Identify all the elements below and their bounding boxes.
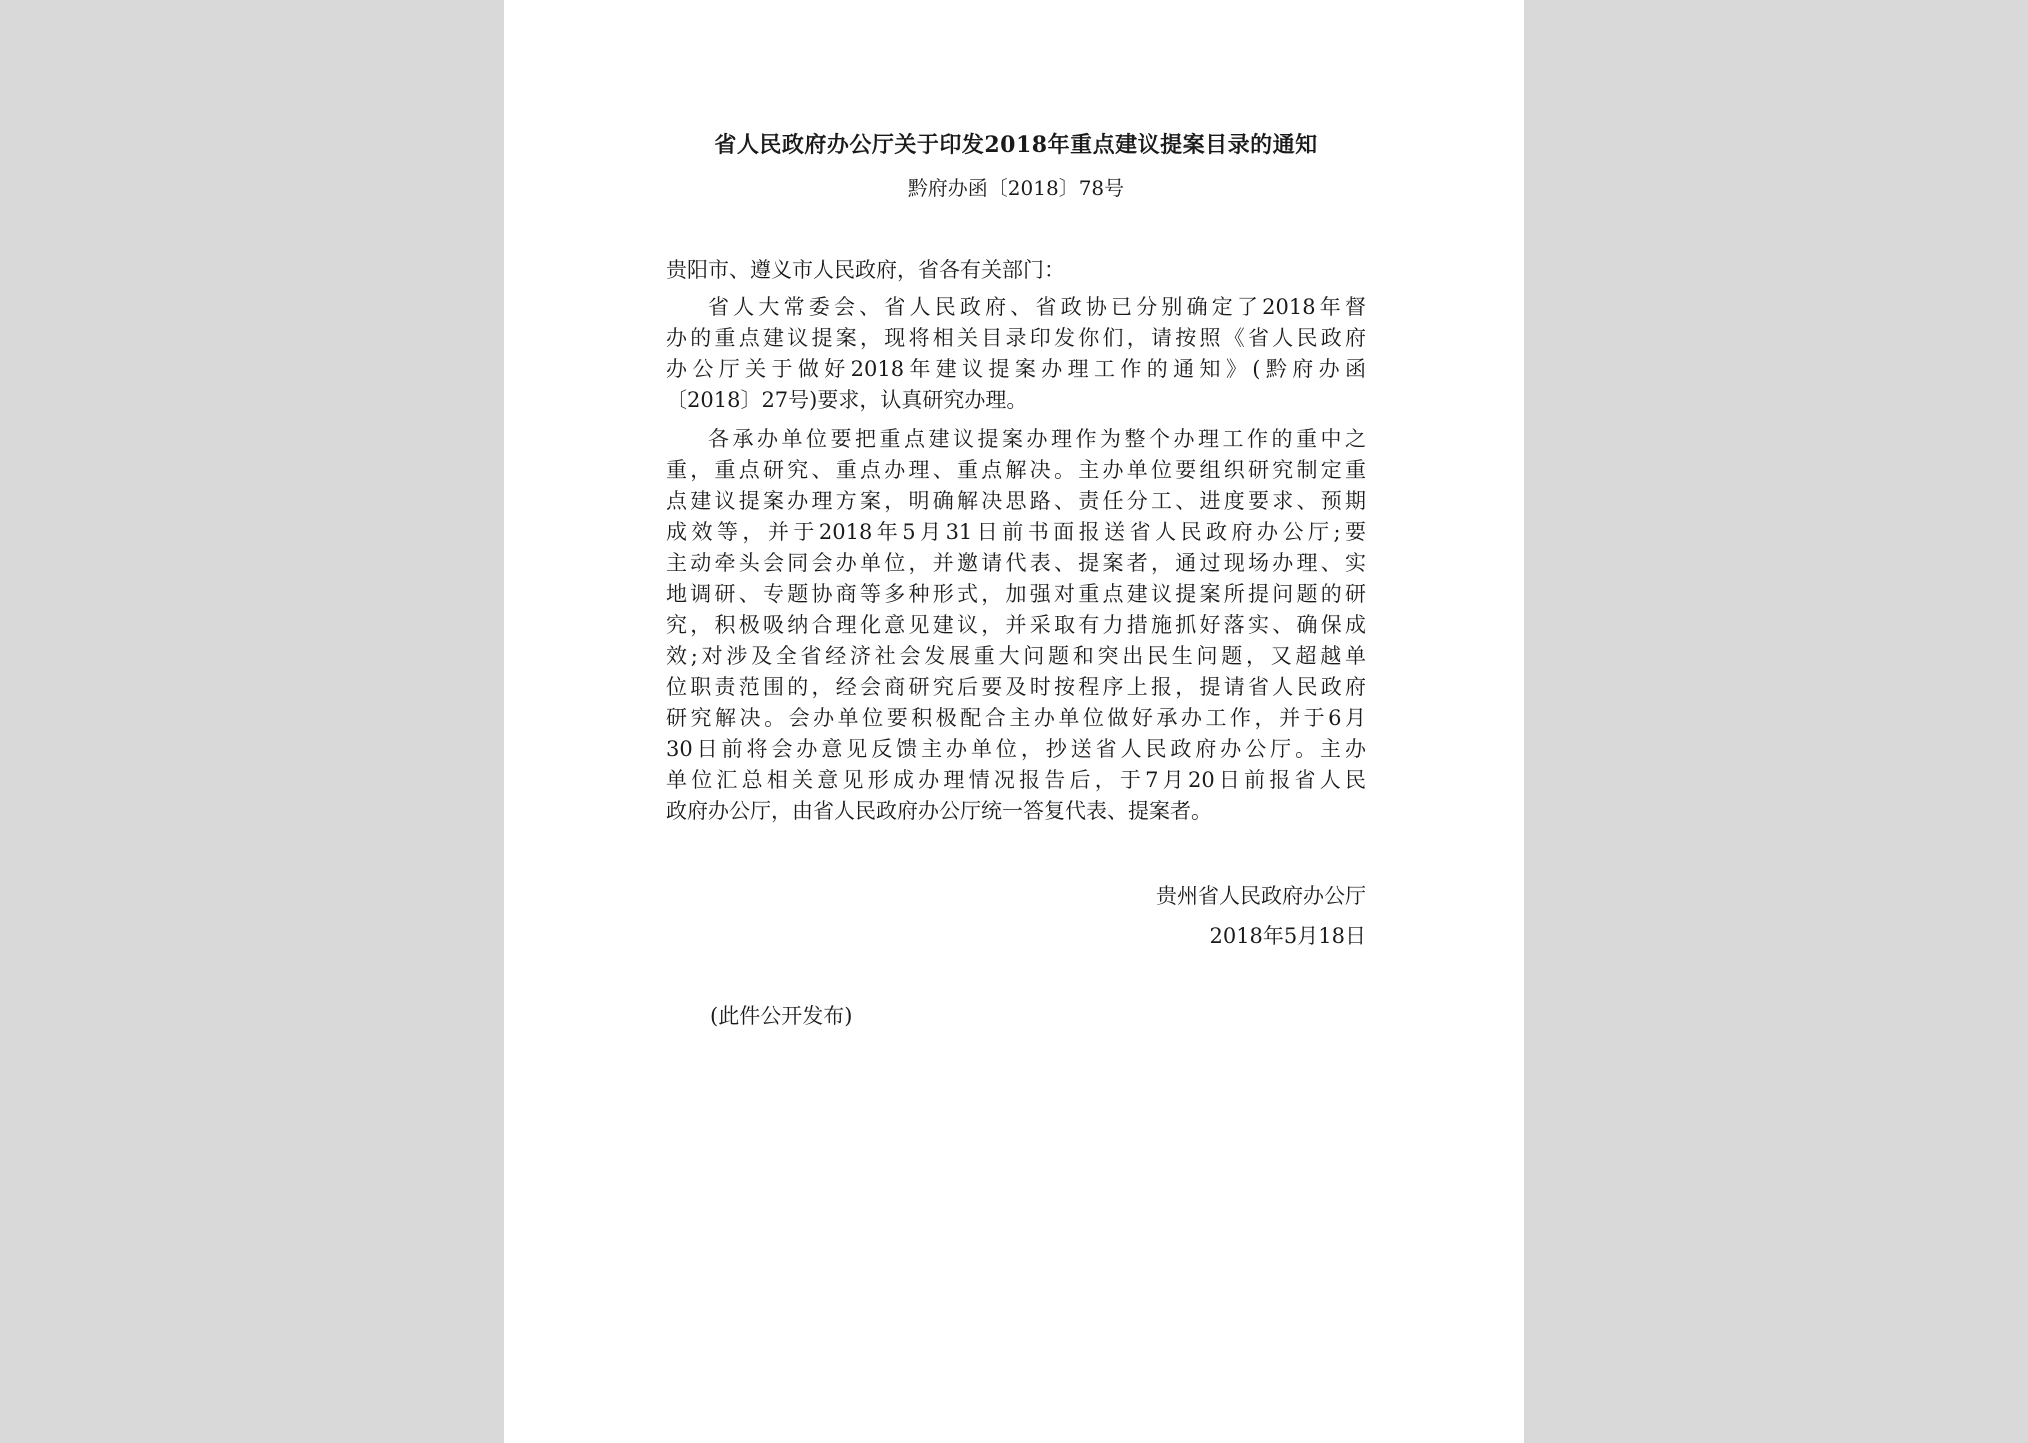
paragraph-1 — [666, 292, 1366, 416]
paragraph-line: 省人大常委会、省人民政府、省政协已分别确定了2018年督 — [708, 295, 1366, 319]
document-page — [504, 0, 1524, 1443]
paragraph-line: 政府办公厅，由省人民政府办公厅统一答复代表、提案者。 — [666, 799, 1212, 823]
salutation: 贵阳市、遵义市人民政府，省各有关部门： — [666, 258, 1065, 282]
paragraph-line: 各承办单位要把重点建议提案办理作为整个办理工作的重中之 — [708, 427, 1366, 451]
paragraph-line: 研究解决。会办单位要积极配合主办单位做好承办工作，并于6月 — [666, 706, 1366, 730]
paragraph-line: 重，重点研究、重点办理、重点解决。主办单位要组织研究制定重 — [666, 458, 1366, 482]
paragraph-line: 主动牵头会同会办单位，并邀请代表、提案者，通过现场办理、实 — [666, 551, 1366, 575]
paragraph-line: 30日前将会办意见反馈主办单位，抄送省人民政府办公厅。主办 — [666, 737, 1366, 761]
paragraph-line: 办的重点建议提案，现将相关目录印发你们，请按照《省人民政府 — [666, 326, 1366, 350]
paragraph-line: 成效等，并于2018年5月31日前书面报送省人民政府办公厅;要 — [666, 520, 1366, 544]
paragraph-line: 办公厅关于做好2018年建议提案办理工作的通知》(黔府办函 — [666, 357, 1366, 381]
paragraph-line: 地调研、专题协商等多种形式，加强对重点建议提案所提问题的研 — [666, 582, 1366, 606]
paragraph-line: 单位汇总相关意见形成办理情况报告后，于7月20日前报省人民 — [666, 768, 1366, 792]
document-number: 黔府办函〔2018〕78号 — [907, 176, 1125, 200]
signature-organization: 贵州省人民政府办公厅 — [1156, 884, 1366, 908]
publication-note: (此件公开发布) — [710, 1004, 853, 1028]
paragraph-line: 点建议提案办理方案，明确解决思路、责任分工、进度要求、预期 — [666, 489, 1366, 513]
paragraph-line: 究，积极吸纳合理化意见建议，并采取有力措施抓好落实、确保成 — [666, 613, 1366, 637]
paragraph-2 — [666, 424, 1366, 827]
document-title: 省人民政府办公厅关于印发2018年重点建议提案目录的通知 — [714, 132, 1318, 158]
signature-date: 2018年5月18日 — [1209, 924, 1366, 948]
paragraph-line: 效;对涉及全省经济社会发展重大问题和突出民生问题，又超越单 — [666, 644, 1366, 668]
paragraph-line: 〔2018〕27号)要求，认真研究办理。 — [666, 388, 1028, 412]
paragraph-line: 位职责范围的，经会商研究后要及时按程序上报，提请省人民政府 — [666, 675, 1366, 699]
